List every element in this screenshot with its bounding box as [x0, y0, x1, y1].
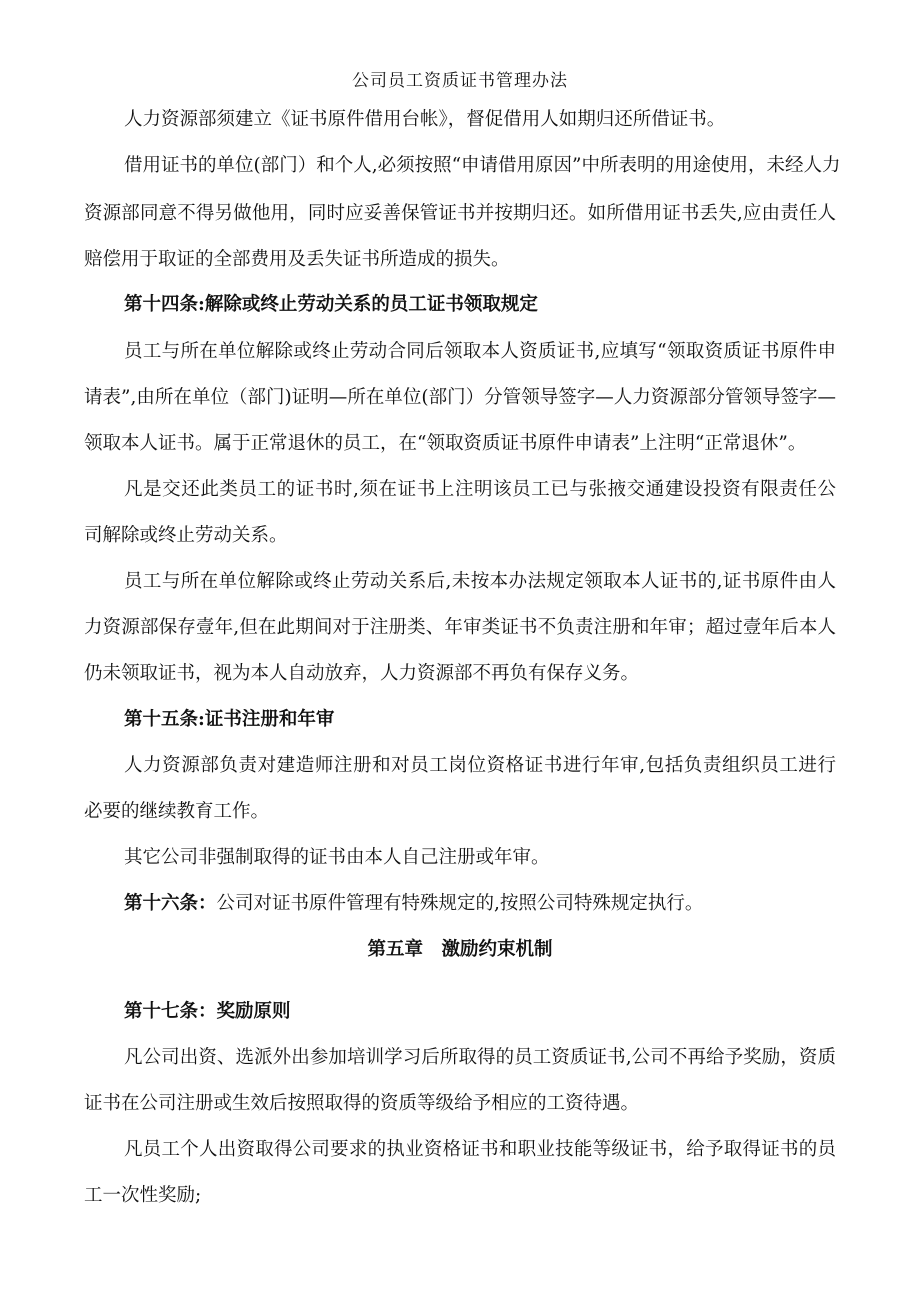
- article-16-paragraph: [124, 892, 703, 916]
- paragraph-line: 证书在公司注册或生效后按照取得的资质等级给予相应的工资待遇。: [84, 1093, 640, 1114]
- paragraph-line: 借用证书的单位(部门）和个人,必须按照“申请借用原因”中所表明的用途使用，未经人力: [124, 155, 841, 176]
- article-15-heading: 第十五条:证书注册和年审: [124, 709, 335, 730]
- paragraph-line: 领取本人证书。属于正常退休的员工，在“领取资质证书原件申请表”上注明“正常退休”。: [84, 433, 807, 454]
- paragraph-line: 凡是交还此类员工的证书时,须在证书上注明该员工已与张掖交通建设投资有限责任公: [124, 479, 836, 500]
- paragraph-line: 赔偿用于取证的全部费用及丢失证书所造成的损失。: [84, 249, 510, 270]
- page-header-title: 公司员工资质证书管理办法: [352, 71, 568, 91]
- article-14-heading: 第十四条:解除或终止劳动关系的员工证书领取规定: [124, 294, 538, 315]
- paragraph-line: 力资源部保存壹年,但在此期间对于注册类、年审类证书不负责注册和年审；超过壹年后本人: [84, 617, 836, 638]
- paragraph-line: 其它公司非强制取得的证书由本人自己注册或年审。: [124, 847, 550, 868]
- paragraph-line: 员工与所在单位解除或终止劳动关系后,未按本办法规定领取本人证书的,证书原件由人: [124, 571, 836, 592]
- paragraph-line: 凡公司出资、选派外出参加培训学习后所取得的员工资质证书,公司不再给予奖励，资质: [124, 1047, 836, 1068]
- paragraph-line: 工一次性奖励;: [84, 1185, 202, 1206]
- paragraph-line: 司解除或终止劳动关系。: [84, 525, 288, 546]
- paragraph-line: 人力资源部负责对建造师注册和对员工岗位资格证书进行年审,包括负责组织员工进行: [124, 755, 836, 776]
- chapter-5-title: 第五章 激励约束机制: [367, 939, 553, 960]
- paragraph-line: 人力资源部须建立《证书原件借用台帐》，督促借用人如期归还所借证书。: [124, 109, 726, 130]
- article-17-heading: 第十七条：奖励原则: [124, 1001, 291, 1022]
- paragraph-line: 员工与所在单位解除或终止劳动合同后领取本人资质证书,应填写“领取资质证书原件申: [124, 341, 836, 362]
- article-16-text: 公司对证书原件管理有特殊规定的,按照公司特殊规定执行。: [216, 893, 704, 914]
- article-16-label: 第十六条：: [124, 893, 217, 914]
- paragraph-line: 资源部同意不得另做他用，同时应妥善保管证书并按期归还。如所借用证书丢失,应由责任人: [84, 203, 836, 224]
- paragraph-line: 请表”,由所在单位（部门)证明—所在单位(部门）分管领导签字—人力资源部分管领导签字—: [84, 387, 836, 408]
- paragraph-line: 凡员工个人出资取得公司要求的执业资格证书和职业技能等级证书，给予取得证书的员: [124, 1139, 836, 1160]
- paragraph-line: 必要的继续教育工作。: [84, 801, 270, 822]
- paragraph-line: 仍未领取证书，视为本人自动放弃，人力资源部不再负有保存义务。: [84, 663, 640, 684]
